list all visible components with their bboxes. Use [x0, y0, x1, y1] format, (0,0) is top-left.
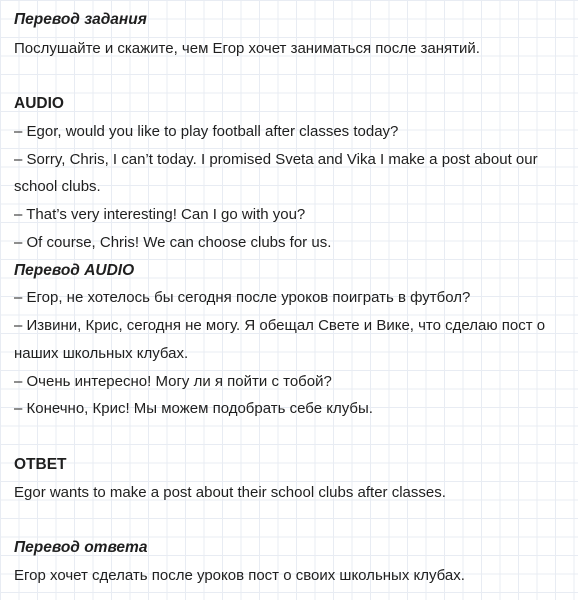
task-translation-text: Послушайте и скажите, чем Егор хочет заниматься после занятий. [14, 40, 480, 57]
audio-translation-line: – Очень интересно! Могу ли я пойти с тобой? [14, 373, 332, 390]
answer-text: Egor wants to make a post about their school clubs after classes. [14, 484, 446, 501]
audio-translation-heading: Перевод AUDIO [14, 262, 135, 279]
answer-translation-heading: Перевод ответа [14, 539, 148, 556]
answer-heading: ОТВЕТ [14, 456, 67, 473]
audio-line: school clubs. [14, 178, 101, 195]
audio-line: – That’s very interesting! Can I go with you? [14, 206, 306, 223]
task-translation-heading: Перевод задания [14, 11, 147, 28]
audio-line: – Sorry, Chris, I can’t today. I promised Sveta and Vika I make a post about our [14, 151, 538, 168]
audio-translation-line: – Егор, не хотелось бы сегодня после уроков поиграть в футбол? [14, 289, 471, 306]
audio-translation-line: наших школьных клубах. [14, 345, 189, 362]
audio-translation-line: – Извини, Крис, сегодня не могу. Я обещал Свете и Вике, что сделаю пост о [14, 317, 546, 334]
answer-translation-text: Егор хочет сделать после уроков пост о своих школьных клубах. [14, 567, 465, 584]
audio-line: – Of course, Chris! We can choose clubs for us. [14, 234, 332, 251]
audio-heading: AUDIO [14, 95, 64, 112]
audio-line: – Egor, would you like to play football after classes today? [14, 123, 399, 140]
audio-translation-line: – Конечно, Крис! Мы можем подобрать себе клубы. [14, 400, 373, 417]
